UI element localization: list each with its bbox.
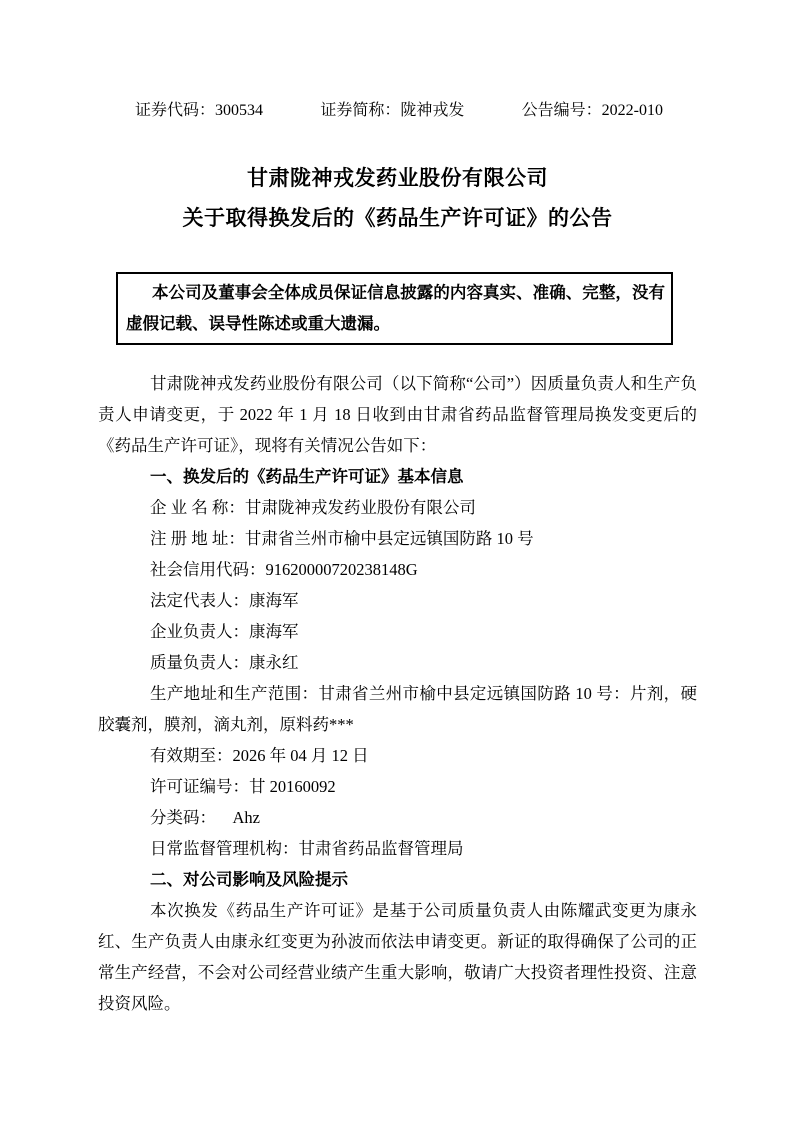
license-info-license-number: 许可证编号：甘 20160092	[150, 777, 336, 796]
license-info-legal-representative: 法定代表人：康海军	[150, 591, 299, 610]
license-info-valid-until: 有效期至：2026 年 04 月 12 日	[150, 746, 369, 765]
license-info-supervisory-authority: 日常监督管理机构：甘肃省药品监督管理局	[150, 839, 464, 858]
section2-heading: 二、对公司影响及风险提示	[150, 870, 348, 889]
license-info-classification-code: 分类码： Ahz	[150, 808, 260, 827]
license-info-enterprise-name: 企 业 名 称：甘肃陇神戎发药业股份有限公司	[150, 498, 476, 517]
license-info-registered-address: 注 册 地 址：甘肃省兰州市榆中县定远镇国防路 10 号	[150, 529, 534, 548]
license-info-production-scope: 生产地址和生产范围：甘肃省兰州市榆中县定远镇国防路 10 号：片剂，硬胶囊剂，膜剂，滴丸剂，原料药***	[98, 684, 697, 734]
announcement-subject-title: 关于取得换发后的《药品生产许可证》的公告	[182, 206, 613, 230]
stock-code: 证券代码：300534	[135, 102, 264, 119]
intro-paragraph: 甘肃陇神戎发药业股份有限公司（以下简称“公司”）因质量负责人和生产负责人申请变更，于 2022 年 1 月 18 日收到由甘肃省药品监督管理局换发变更后的《药品生产许可证》，现将有关情况公告如下：	[98, 374, 697, 455]
announcement-number: 公告编号：2022-010	[521, 102, 663, 119]
stock-short-name: 证券简称：陇神戎发	[320, 102, 465, 119]
company-name-title: 甘肃陇神戎发药业股份有限公司	[247, 166, 548, 190]
license-info-credit-code: 社会信用代码：91620000720238148G	[150, 560, 418, 579]
document-body	[98, 368, 697, 1019]
license-info-enterprise-head: 企业负责人：康海军	[150, 622, 299, 641]
license-info-quality-head: 质量负责人：康永红	[150, 653, 299, 672]
impact-risk-paragraph: 本次换发《药品生产许可证》是基于公司质量负责人由陈耀武变更为康永红、生产负责人由康永红变更为孙波而依法申请变更。新证的取得确保了公司的正常生产经营，不会对公司经营业绩产生重大影响，敬请广大投资者理性投资、注意投资风险。	[98, 901, 697, 1013]
section1-heading: 一、换发后的《药品生产许可证》基本信息	[150, 467, 464, 486]
disclaimer-text: 本公司及董事会全体成员保证信息披露的内容真实、准确、完整，没有虚假记载、误导性陈述或重大遗漏。	[126, 283, 665, 333]
disclaimer-box	[116, 272, 673, 345]
document-header	[98, 100, 697, 122]
